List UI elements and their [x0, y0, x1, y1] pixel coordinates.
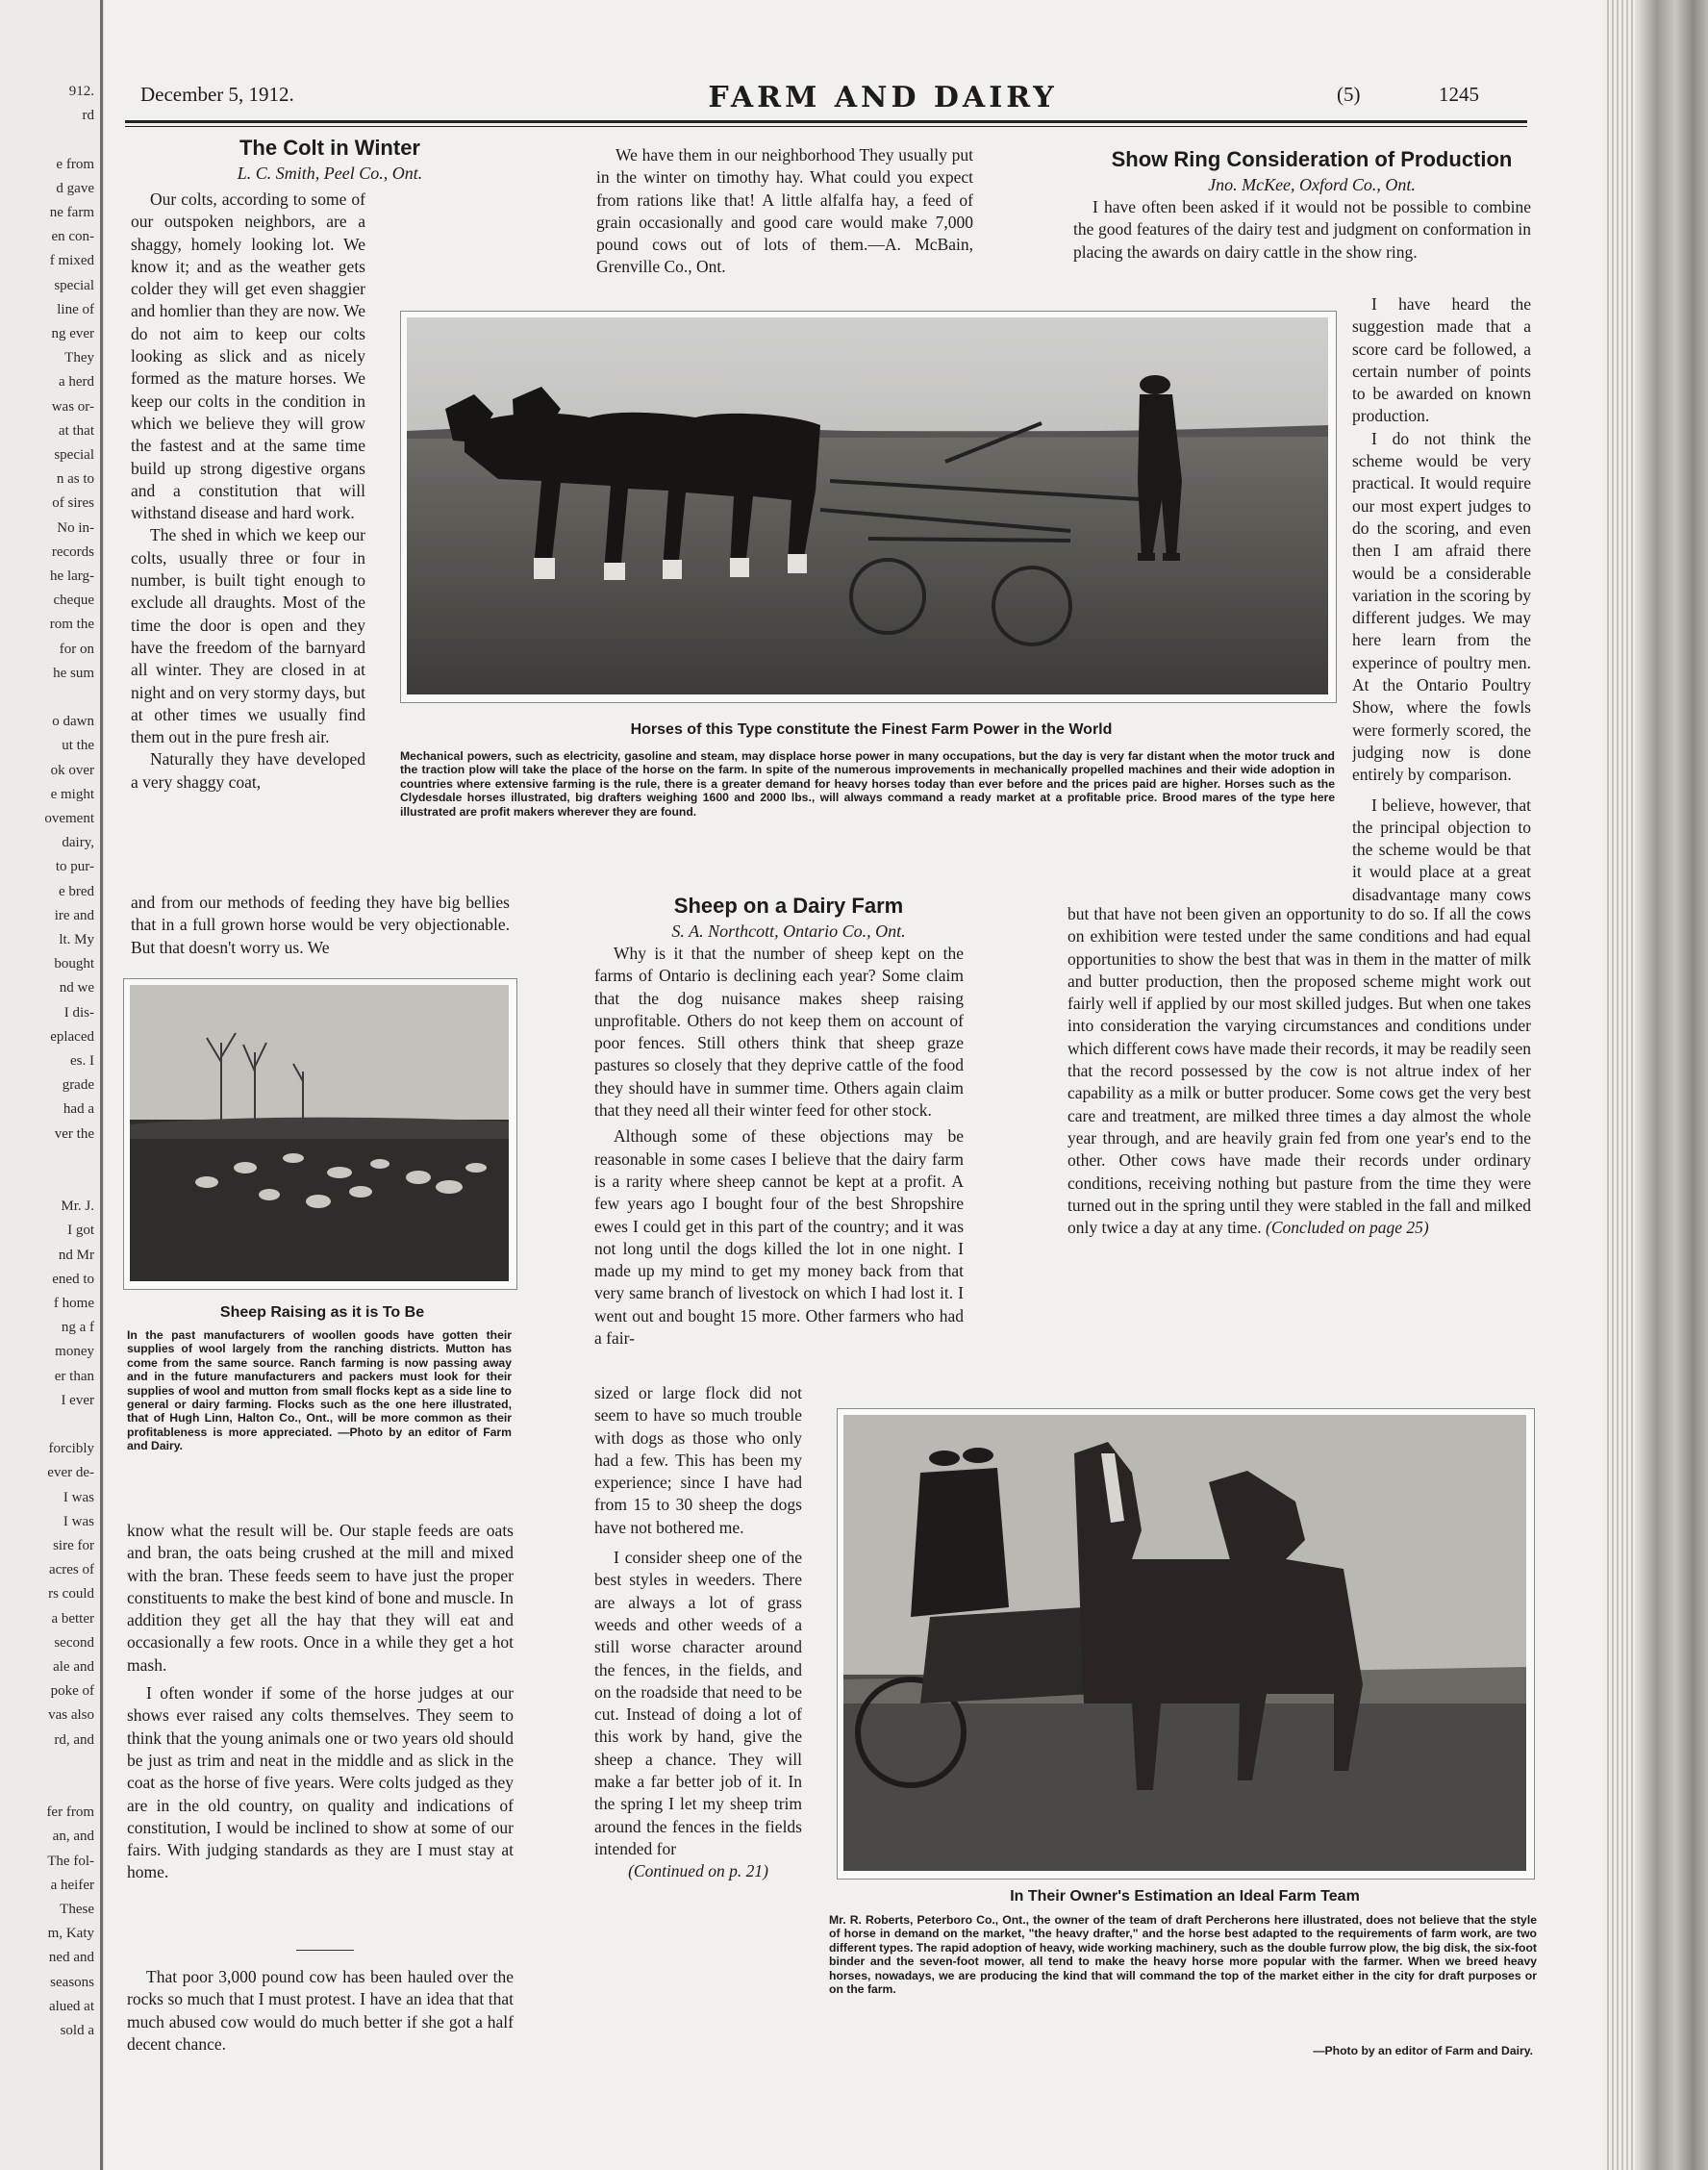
- horses-caption-body: Mechanical powers, such as electricity, gasoline and steam, may displace horse power in many occupations, but the day is very far distant when the motor truck and the traction plow will take the place of the horse on the farm. In spite of the numerous improvements in mechanically propelled machines and their wide adoption in countries where extensive farming is the rule, there is a greater demand for heavy horses today than ever before and the prices paid are higher. Horses such as the Clydesdale horses illustrated, big drafters weighing 1600 and 2000 lbs., will always command a ready market at a profitable price. Brood mares of the type here illustrated are profit makers wherever they are found.: [400, 749, 1335, 819]
- facing-page-fragment: rd: [82, 108, 94, 124]
- facing-page-fragment: money: [55, 1344, 94, 1360]
- facing-page-fragment: fer from: [46, 1804, 94, 1821]
- facing-page-fragment: en con-: [51, 229, 94, 245]
- facing-page-fragment: rom the: [49, 617, 94, 633]
- facing-page-fragment: o dawn: [52, 714, 94, 730]
- facing-page-fragment: he larg-: [50, 568, 94, 584]
- sheep-paragraph-1: Why is it that the number of sheep kept on the farms of Ontario is declining each year? Some claim that the dog nuisance makes sheep raising unprofitable. Others do not keep them on account of poor fences. Still others think that sheep graze pastures so closely that they deprive cattle of the food they should have in summer time. Others again claim that they need all their winter feed for other stock.: [594, 944, 964, 1121]
- show-ring-byline: Jno. McKee, Oxford Co., Ont.: [1208, 175, 1416, 194]
- facing-page-fragment: a herd: [58, 374, 94, 391]
- colt-paragraph-4: know what the result will be. Our staple feeds are oats and bran, the oats being crushed at the mill and mixed with the bran. These feeds seem to have just the proper constituents to make the best kind of bone and muscle. In addition they get all the hay that they will eat and occasionally a few roots. Once in a while they get a hot mash.: [127, 1521, 514, 1675]
- facing-page-fragment: vas also: [48, 1707, 94, 1724]
- facing-page-fragment: special: [54, 447, 94, 463]
- show-ring-continuation: but that have not been given an opportunity to do so. If all the cows on exhibition were tested under the same conditions and had equal opportunities to show the best that was in them in the matter of milk and butter production, then the proposed scheme might work out fairly well if applied by our most skilled judges. But when one takes into consideration the varying circumstances and conditions under which different cows have made their records, it may be readily seen that the record possessed by the cow is not altrue index of her capability as a milk or butter producer. Some cows get the very best care and treatment, are milked three times a day almost the whole year through, and are heavily grain fed from one year's end to the other. Other cows have made their records under ordinary conditions, receiving nothing but pasture from the time they were turned out in the spring until they were stabled in the fall and milked only twice a day at any time.: [1068, 904, 1531, 1238]
- sheep-narrow-column: [594, 1382, 802, 1883]
- colt-headline: The Colt in Winter: [239, 136, 420, 160]
- sheep-byline: S. A. Northcott, Ontario Co., Ont.: [671, 921, 906, 941]
- colt-paragraph-1: Our colts, according to some of our outspoken neighbors, are a shaggy, homely looking lot. We know it; and as the weather gets colder they will get even shaggier and homlier than they are now. We do not aim to keep our colts looking as slick and as nicely formed as the mature horses. We keep our colts in the condition in which we believe they will grow the fastest and at the same time build up strong digestive organs and a constitution that will withstand disease and hard work.: [131, 189, 365, 523]
- facing-page-fragment: acres of: [48, 1562, 94, 1578]
- facing-page-margin: [0, 0, 103, 2170]
- cow-note: [127, 1966, 514, 2056]
- facing-page-fragment: ire and: [54, 907, 94, 923]
- header-rule: [125, 120, 1527, 123]
- facing-page-fragment: cheque: [53, 593, 94, 609]
- facing-page-fragment: forcibly: [48, 1441, 94, 1457]
- header-rule-thin: [125, 126, 1527, 127]
- facing-page-fragment: f mixed: [49, 253, 94, 269]
- mcbain-text: We have them in our neighborhood They usually put in the winter on timothy hay. What could you expect from rations like that! A little alfalfa hay, a feed of grain occasionally and good care would make 7,000 pound cows out of lots of them.—A. McBain, Grenville Co., Ont.: [596, 145, 973, 277]
- section-number: (5): [1337, 83, 1361, 106]
- page-number: 1245: [1439, 83, 1479, 106]
- show-ring-paragraph-2: I do not think the scheme would be very practical. It would require our most expert judges to do the scoring, and even then I am afraid there would be a considerable variation in the scoring by different judges. We may here learn from the experince of poultry men. At the Ontario Poultry Show, where the fowls were formerly scored, the judging now is done entirely by comparison.: [1352, 428, 1531, 785]
- facing-page-fragment: a better: [51, 1610, 94, 1627]
- facing-page-fragment: he sum: [53, 665, 94, 681]
- facing-page-fragment: was or-: [51, 398, 94, 415]
- facing-page-fragment: ok over: [50, 762, 94, 778]
- newspaper-page: [104, 0, 1604, 2170]
- colt-article-top: [131, 135, 510, 185]
- facing-page-fragment: ever de-: [47, 1465, 94, 1481]
- facing-page-fragment: I got: [67, 1223, 94, 1239]
- sheep-article-top: [594, 893, 964, 1350]
- facing-page-fragment: records: [51, 543, 94, 560]
- sheep-photo-caption-body: In the past manufacturers of woollen goods have gotten their supplies of wool largely from the ranching districts. Mutton has come from the same source. Ranch farming is now passing away and in the future manufacturers and packers must look for their supplies of wool and mutton from small flocks kept as a side line to general or dairy farming. Flocks such as the one here illustrated, that of Hugh Linn, Halton Co., Ont., will be more common as their profitableness is more appreciated. —Photo by an editor of Farm and Dairy.: [127, 1328, 512, 1453]
- farm-team-photo: [837, 1408, 1535, 1880]
- team-caption-title: In Their Owner's Estimation an Ideal Farm Team: [1010, 1888, 1360, 1905]
- facing-page-fragment: sire for: [53, 1538, 94, 1553]
- team-caption-body: Mr. R. Roberts, Peterboro Co., Ont., the owner of the team of draft Percherons here illustrated, does not believe that the style of horse in demand on the market, "the heavy drafter," and the horse best adapted to the requirements of farm work, are two different types. The rapid adoption of heavy, wide working machinery, such as the double furrow plow, the big disk, the six-foot binder and the seven-foot mower, all tend to make the heavy horse more popular with the farmer. When we breed heavy horses, nowadays, we are producing the kind that will command the top of the market either in the city for draft purposes or on the farm.: [829, 1913, 1537, 1997]
- show-ring-headline: Show Ring Consideration of Production: [1111, 147, 1513, 171]
- facing-page-fragment: to pur-: [55, 859, 94, 875]
- facing-page-fragment: second: [54, 1634, 94, 1651]
- masthead: FARM AND DAIRY: [708, 81, 1058, 114]
- facing-page-fragment: a heifer: [50, 1877, 94, 1893]
- facing-page-fragment: nd we: [59, 980, 94, 997]
- mcbain-letter: [596, 144, 973, 279]
- cow-note-text: That poor 3,000 pound cow has been hauled over the rocks so much that I must protest. I have an idea that that much abused cow would do much better if she got a half decent chance.: [127, 1967, 514, 2054]
- facing-page-fragment: dairy,: [62, 835, 94, 851]
- facing-page-fragment: I was: [63, 1513, 94, 1529]
- sheep-paragraph-2: Although some of these objections may be reasonable in some cases I believe that the dairy farm is a rarity where sheep cannot be kept at a profit. A few years ago I bought four of the best Shropshire ewes I could get in this part of the country; and it was not long until the dogs killed the lot in one night. I made up my mind to get my money back from that very same branch of livestock on which I had lost it. I went out and bought 15 more. Other farmers who had a fair-: [594, 1126, 964, 1349]
- facing-page-fragment: f home: [53, 1296, 94, 1311]
- facing-page-fragment: seasons: [50, 1974, 94, 1990]
- facing-page-fragment: ng ever: [51, 326, 94, 341]
- facing-page-fragment: ut the: [62, 738, 94, 754]
- colt-byline: L. C. Smith, Peel Co., Ont.: [237, 164, 423, 183]
- facing-page-fragment: grade: [62, 1077, 94, 1094]
- facing-page-fragment: d gave: [56, 180, 94, 196]
- facing-page-fragment: of sires: [52, 495, 94, 512]
- facing-page-fragment: had a: [63, 1101, 94, 1118]
- facing-page-fragment: I was: [63, 1489, 94, 1505]
- percheron-team-image: [843, 1415, 1526, 1871]
- colt-paragraph-5: I often wonder if some of the horse judges at our shows ever raised any colts themselves. They seem to think that the young animals one or two years old should be just as trim and neat in the middle and as slick in the coat as the horse of five years. Were colts judged as they are in the old country, on quality and indications of constitution, I would be inclined to show at some of our fairs. With judging standards as they are I must stay at home.: [127, 1683, 514, 1882]
- colt-article-continued: [127, 1520, 514, 1884]
- facing-page-fragment: n as to: [56, 471, 94, 488]
- show-ring-paragraph-1: I have heard the suggestion made that a score card be followed, a certain number of points to be awarded on known production.: [1352, 294, 1531, 426]
- sheep-flock-image: [130, 985, 509, 1281]
- facing-page-fragment: ened to: [52, 1271, 94, 1287]
- facing-page-fragment: an, and: [52, 1829, 94, 1845]
- facing-page-fragment: ovement: [44, 811, 94, 826]
- sheep-continued: (Continued on p. 21): [628, 1861, 768, 1881]
- show-ring-paragraph-3: I believe, however, that the principal objection to the scheme would be that it would place at a great disadvantage many cows: [1352, 795, 1531, 903]
- colt-continuation-text: and from our methods of feeding they have big bellies that in a full grown horse would be very objectionable. But that doesn't worry us. We: [131, 893, 510, 957]
- facing-page-fragment: The fol-: [47, 1853, 94, 1869]
- show-ring-wide-column: [1068, 903, 1531, 1239]
- facing-page-fragment: es. I: [70, 1053, 94, 1069]
- facing-page-fragment: ver the: [54, 1125, 94, 1142]
- horses-photo: [400, 311, 1337, 703]
- facing-page-fragment: I ever: [61, 1392, 94, 1408]
- show-ring-intro: I have often been asked if it would not be possible to combine the good features of the dairy test and judgment on conformation in placing the awards on dairy cattle in the show ring.: [1073, 197, 1531, 262]
- facing-page-fragment: special: [54, 277, 94, 293]
- facing-page-fragment: These: [60, 1902, 94, 1917]
- facing-page-fragment: I dis-: [63, 1004, 94, 1021]
- facing-page-fragment: m, Katy: [47, 1926, 94, 1942]
- facing-page-fragment: e might: [50, 786, 94, 802]
- facing-page-fragment: lt. My: [59, 932, 94, 947]
- show-ring-article-top: [1073, 146, 1531, 264]
- facing-page-fragment: line of: [57, 301, 94, 317]
- facing-page-fragment: rd, and: [54, 1731, 94, 1748]
- facing-page-fragment: e from: [56, 156, 94, 172]
- sheep-paragraph-3: sized or large flock did not seem to have so much trouble with dogs as those who only had a few. This has been my experience; since I have had from 15 to 30 sheep the dogs have not bothered me.: [594, 1383, 802, 1537]
- book-spine: [1635, 0, 1708, 2170]
- sheep-photo: [123, 978, 517, 1290]
- facing-page-fragment: alued at: [48, 1998, 94, 2014]
- plow-horses-image: [407, 317, 1328, 694]
- facing-page-fragment: ned and: [48, 1950, 94, 1966]
- colt-paragraph-2: The shed in which we keep our colts, usually three or four in number, is built tight enough to exclude all draughts. Most of the time the door is open and they have the freedom of the barnyard all winter. They are closed in at night and on very stormy days, but at other times we usually find them out in the pure fresh air.: [131, 525, 365, 747]
- sheep-headline: Sheep on a Dairy Farm: [673, 894, 904, 918]
- facing-page-fragment: 912.: [68, 84, 94, 99]
- facing-page-fragment: e bred: [58, 883, 94, 899]
- facing-page-fragment: sold a: [60, 2023, 94, 2038]
- horses-caption-title: Horses of this Type constitute the Finest Farm Power in the World: [630, 721, 1113, 738]
- article-separator: [296, 1950, 354, 1951]
- facing-page-fragment: rs could: [48, 1586, 94, 1602]
- facing-page-fragment: They: [64, 350, 94, 366]
- show-ring-concluded: (Concluded on page 25): [1266, 1218, 1429, 1238]
- facing-page-fragment: poke of: [50, 1683, 94, 1700]
- colt-continuation: [131, 892, 510, 959]
- sheep-paragraph-4: I consider sheep one of the best styles in weeders. There are always a lot of grass weeds and other weeds of a still worse character around the fences, in the fields, and on the roadside that need to be cut. Instead of doing a lot of this work by hand, give the sheep a chance. They will make a far better job of it. In the spring I let my sheep trim around the fences in the fields intended for: [594, 1548, 802, 1858]
- facing-page-fragment: er than: [54, 1368, 94, 1384]
- sheep-photo-caption-title: Sheep Raising as it is To Be: [219, 1304, 425, 1321]
- facing-page-fragment: eplaced: [50, 1028, 94, 1045]
- facing-page-fragment: Mr. J.: [61, 1199, 94, 1215]
- facing-page-fragment: at that: [58, 422, 94, 439]
- issue-date: December 5, 1912.: [140, 83, 294, 106]
- page-edges: [1604, 0, 1637, 2170]
- facing-page-fragment: No in-: [57, 519, 94, 536]
- facing-page-fragment: ng a f: [61, 1320, 94, 1336]
- team-photo-credit: —Photo by an editor of Farm and Dairy.: [1313, 2044, 1533, 2057]
- facing-page-fragment: ne farm: [49, 205, 94, 220]
- show-ring-narrow-column: [1352, 293, 1531, 903]
- colt-paragraph-3: Naturally they have developed a very shaggy coat,: [131, 749, 365, 792]
- facing-page-fragment: bought: [54, 956, 94, 972]
- facing-page-fragment: for on: [59, 641, 94, 657]
- facing-page-fragment: ale and: [53, 1659, 94, 1675]
- facing-page-fragment: nd Mr: [58, 1247, 94, 1263]
